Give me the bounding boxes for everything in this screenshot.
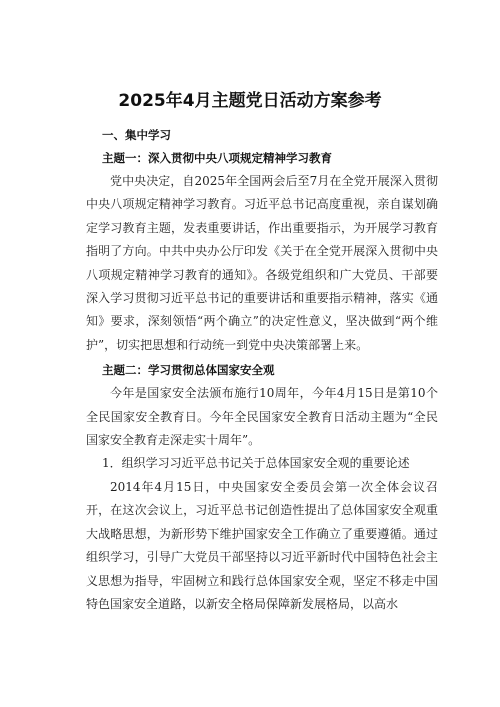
- document-title: 2025年4月主题党日活动方案参考: [118, 91, 382, 111]
- topic2-paragraph: 今年是国家安全法颁布施行10周年，今年4月15日是第10个全民国家安全教育日。今年全民国家安全教育日活动主题为“全民国家安全教育走深走实十周年”。: [86, 386, 438, 448]
- item1-heading: 1．组织学习习近平总书记关于总体国家安全观的重要论述: [102, 456, 410, 471]
- topic-heading-2: 主题二：学习贯彻总体国家安全观: [102, 363, 275, 378]
- section-heading-1: 一、集中学习: [102, 128, 171, 142]
- topic1-paragraph: 党中央决定，自2025年全国两会后至7月在全党开展深入贯彻中央八项规定精神学习教育。习近平总书记高度重视，亲自谋划确定学习教育主题，发表重要讲话，作出重要指示，为开展学习教育指明了方向。中共中央办公厅印发《关于在全党开展深入贯彻中央八项规定精神学习教育的通知》。各级党组织和广大党员、干部要深入学习贯彻习近平总书记的重要讲话和重要指示精神，落实《通知》要求，深刻领悟“两个确立”的决定性意义，坚决做到“两个维护”，切实把思想和行动统一到党中央决策部署上来。: [86, 174, 438, 352]
- item1-paragraph: 2014年4月15日，中央国家安全委员会第一次全体会议召开，在这次会议上，习近平总书记创造性提出了总体国家安全观重大战略思想，为新形势下维护国家安全工作确立了重要遵循。通过组织学习，引导广大党员干部坚持以习近平新时代中国特色社会主义思想为指导，牢固树立和践行总体国家安全观，坚定不移走中国特色国家安全道路，以新安全格局保障新发展格局，以高水: [86, 479, 438, 611]
- document-body: [86, 124, 438, 616]
- topic-heading-1: 主题一：深入贯彻中央八项规定精神学习教育: [102, 151, 332, 165]
